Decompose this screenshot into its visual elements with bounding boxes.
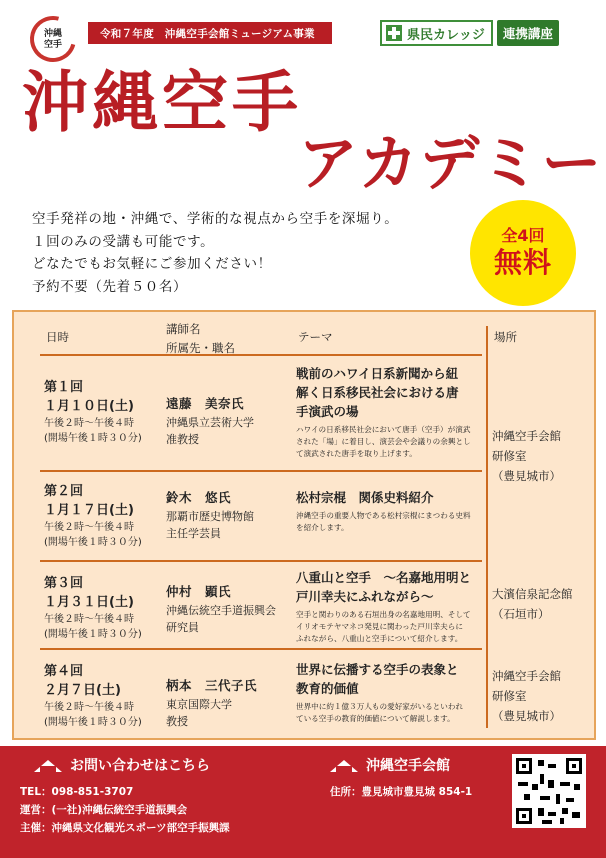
venue-cell [492,426,596,486]
qr-code [512,754,586,828]
contact-heading: お問い合わせはこちら [70,758,210,774]
description-line: ふれながら、八重山と空手について紹介します。 [296,634,463,643]
column-header-lecturer: 講師名 [166,322,201,336]
session-open-time: (開場午後１時３０分) [44,537,142,548]
theme-description [296,510,482,534]
intro-line: どなたでもお気軽にご参加ください！ [32,256,272,272]
table-divider [40,354,482,356]
plus-icon [386,25,402,41]
page-title-line-1: 沖縄空手 [22,63,302,141]
college-name: 県民カレッジ [407,27,485,43]
college-tag-text: 連携講座 [502,26,553,41]
lecturer-name: 柄本 三代子氏 [166,678,258,693]
session-lecturer [166,676,257,730]
theme-line: 世界に伝播する空手の表象と [296,662,459,677]
column-header-affiliation: 所属先・職名 [166,341,235,355]
venue-line: 沖縄空手会館 [492,669,561,683]
qr-module [532,784,538,790]
lecturer-org: 東京国際大学 [166,698,232,711]
column-header-venue: 場所 [494,330,517,344]
lecturer-org: 那覇市歴史博物館 [166,510,254,523]
session-time: 午後２時～午後４時 [44,418,134,429]
description-line: て演武された唐手を取り上げます。 [296,449,417,458]
qr-module [548,780,554,788]
qr-module [548,764,556,768]
session-number: 第２回 [44,484,84,499]
session-count: 全4回 [501,226,545,245]
lecturer-role: 主任学芸員 [166,527,221,540]
theme-line: 戸川幸夫にふれながら～ [296,589,434,604]
lecturer-name: 遠藤 美奈氏 [166,396,245,411]
theme-description [296,609,482,645]
session-lecturer [166,394,254,448]
intro-line: 予約不要（先着５０名） [32,278,188,295]
contact-tel: TEL：098-851-3707 [20,786,134,798]
description-line: ている空手の教育的価値について解説します。 [296,714,455,723]
venue-cell [492,584,596,624]
qr-module [540,774,544,784]
session-theme [296,488,482,534]
qr-module [562,808,568,814]
session-lecturer [166,488,254,542]
lecturer-org: 沖縄伝統空手道振興会 [166,604,276,617]
session-day: １月１７日(土) [44,503,134,518]
theme-line: 解く日系移民社会における唐 [296,385,459,400]
qr-module [524,794,530,800]
session-date [44,482,142,550]
roof-icon [330,760,358,774]
session-time: 午後２時～午後４時 [44,522,134,533]
organizer: 主催：沖縄県文化観光スポーツ部空手振興課 [20,822,230,834]
logo-text-2: 空手 [43,40,62,50]
roof-icon [34,760,62,774]
theme-line: 戦前のハワイ日系新聞から紐 [296,366,459,381]
qr-finder [516,808,532,824]
table-divider [40,560,482,562]
venue-line: 大濱信泉記念館 [492,587,573,601]
program-banner [88,22,332,44]
program-banner-text: 令和７年度 沖縄空手会館ミュージアム事業 [100,27,315,40]
theme-line: 松村宗棍 関係史料紹介 [296,490,434,505]
operator: 運営：(一社)沖縄伝統空手道振興会 [20,804,188,816]
intro-line: 空手発祥の地・沖縄で、学術的な視点から空手を深堀り。 [32,211,399,227]
qr-module [542,820,552,824]
session-open-time: (開場午後１時３０分) [44,629,142,640]
intro-text [32,208,398,298]
session-open-time: (開場午後１時３０分) [44,717,142,728]
qr-finder [516,758,532,774]
session-date [44,662,142,730]
description-line: された「場」に着目し、演芸会や会議りの余興とし [296,437,471,446]
venue-line: （豊見城市） [492,469,561,483]
venue-cell [492,666,596,726]
description-line: イリオモテヤマネコ発見に関わった戸川幸夫らに [296,622,463,631]
qr-module [572,812,580,818]
session-day: ２月７日(土) [44,683,121,698]
free-badge [470,200,576,306]
session-lecturer [166,582,276,636]
session-number: 第３回 [44,576,84,591]
logo-text-1: 沖縄 [43,29,62,39]
lecturer-role: 教授 [166,715,188,728]
description-line: を紹介します。 [296,523,349,532]
theme-line: 手演武の場 [296,404,359,419]
session-number: 第１回 [44,380,84,395]
description-line: 空手と関わりのある石垣出身の名嘉地用明、そして [296,610,471,619]
theme-description [296,701,482,725]
session-date [44,378,142,446]
session-open-time: (開場午後１時３０分) [44,433,142,444]
qr-module [560,818,564,824]
venue-line: （石垣市） [492,607,550,621]
session-date [44,574,142,642]
venue-line: 研修室 [492,449,527,463]
table-divider [40,648,482,650]
qr-module [574,784,580,790]
description-line: 沖縄空手の重要人物である松村宗棍にまつわる史料 [296,511,471,520]
college-badge [380,20,580,46]
qr-module [566,798,574,802]
column-header-date: 日時 [46,330,69,344]
qr-module [556,794,560,804]
qr-module [560,782,570,786]
theme-line: 教育的価値 [296,681,359,696]
qr-module [518,782,528,786]
schedule-table [12,310,596,740]
description-line: ハワイの日系移民社会において唐手（空手）が演武 [296,425,471,434]
lecturer-org: 沖縄県立芸術大学 [166,416,254,429]
qr-module [548,812,556,816]
qr-module [538,808,544,816]
lecturer-name: 仲村 顕氏 [166,584,232,599]
table-column-divider [486,326,488,728]
logo [34,22,72,58]
hall-name: 沖縄空手会館 [366,758,450,774]
hall-address: 住所：豊見城市豊見城 854-1 [330,786,473,798]
session-theme [296,660,482,725]
session-theme [296,364,482,460]
session-time: 午後２時～午後４時 [44,702,134,713]
session-day: １月１０日(土) [44,399,134,414]
qr-module [540,796,550,800]
table-divider [40,470,482,472]
column-header-theme: テーマ [298,330,333,344]
college-name-box [380,20,493,46]
lecturer-role: 研究員 [166,621,199,634]
intro-line: １回のみの受講も可能です。 [32,233,215,250]
qr-finder [566,758,582,774]
description-line: 世界中に約１億３万人もの愛好家がいるといわれ [296,702,464,711]
lecturer-role: 准教授 [166,433,199,446]
theme-line: 八重山と空手 ～名嘉地用明と [296,570,472,585]
session-time: 午後２時～午後４時 [44,614,134,625]
qr-module [538,760,544,766]
free-label: 無料 [493,246,552,279]
page-title-line-2: アカデミー [298,129,603,199]
theme-description [296,424,482,460]
session-number: 第４回 [44,664,84,679]
lecturer-name: 鈴木 悠氏 [166,490,232,505]
session-day: １月３１日(土) [44,595,134,610]
session-theme [296,568,482,645]
venue-line: 沖縄空手会館 [492,429,561,443]
venue-line: 研修室 [492,689,527,703]
venue-line: （豊見城市） [492,709,561,723]
college-tag [497,20,559,46]
